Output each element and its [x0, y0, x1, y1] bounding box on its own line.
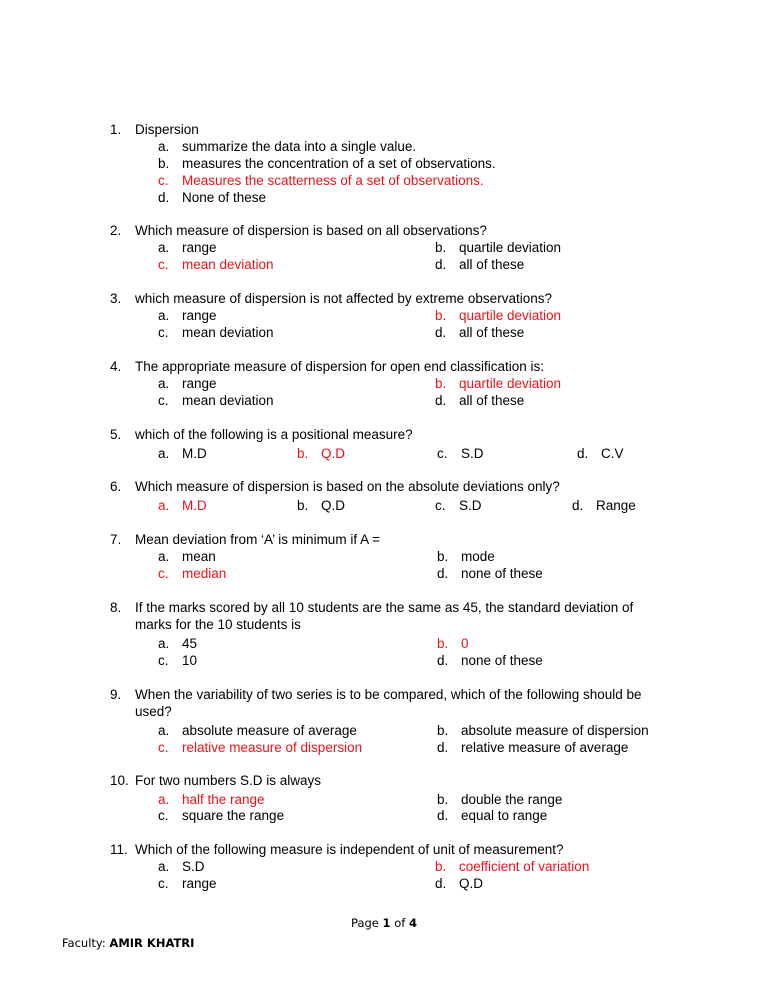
option-6c: c. S.D	[435, 498, 482, 513]
option-6b: b. Q.D	[297, 498, 346, 513]
option-7a: a. mean	[158, 549, 216, 564]
option-10d: d. equal to range	[437, 808, 548, 823]
option-7d: d. none of these	[437, 566, 543, 581]
question-number: 9.	[110, 687, 122, 702]
question-text: If the marks scored by all 10 students are the same as 45, the standard deviation of marks for the 10 students is	[135, 600, 634, 632]
question-text: Mean deviation from ‘A’ is minimum if A =	[135, 532, 380, 547]
question-number: 7.	[110, 532, 122, 547]
question-text: Which of the following measure is independent of unit of measurement?	[135, 842, 564, 857]
option-7c-answer: c. median	[158, 566, 227, 581]
option-2a: a. range	[158, 240, 217, 255]
question-number: 2.	[110, 223, 122, 238]
option-3b-answer: b. quartile deviation	[435, 308, 562, 323]
option-1a: a. summarize the data into a single value.	[158, 139, 417, 154]
option-7b: b. mode	[437, 549, 495, 564]
option-3a: a. range	[158, 308, 217, 323]
question-number: 6.	[110, 479, 122, 494]
option-11b-answer: b. coefficient of variation	[435, 859, 590, 874]
option-5c: c. S.D	[437, 446, 484, 461]
option-8a: a. 45	[158, 636, 198, 651]
option-11a: a. S.D	[158, 859, 205, 874]
option-1b: b. measures the concentration of a set of observations.	[158, 156, 496, 171]
option-5d: d. C.V	[577, 446, 624, 461]
option-6a-answer: a. M.D	[158, 498, 207, 513]
option-8b-answer: b. 0	[437, 636, 469, 651]
question-text: Dispersion	[135, 122, 199, 137]
question-number: 3.	[110, 291, 122, 306]
question-number: 8.	[110, 600, 122, 615]
option-2c-answer: c. mean deviation	[158, 257, 274, 272]
option-6d: d. Range	[572, 498, 636, 513]
question-text: For two numbers S.D is always	[135, 773, 322, 788]
option-8d: d. none of these	[437, 653, 543, 668]
option-2b: b. quartile deviation	[435, 240, 562, 255]
option-9c-answer: c. relative measure of dispersion	[158, 740, 363, 755]
option-11c: c. range	[158, 876, 217, 891]
question-number: 5.	[110, 427, 122, 442]
option-1d: d. None of these	[158, 190, 267, 205]
option-2d: d. all of these	[435, 257, 525, 272]
option-4a: a. range	[158, 376, 217, 391]
option-4d: d. all of these	[435, 393, 525, 408]
option-9a: a. absolute measure of average	[158, 723, 357, 738]
question-number: 11.	[110, 842, 128, 857]
option-9d: d. relative measure of average	[437, 740, 629, 755]
question-text: Which measure of dispersion is based on the absolute deviations only?	[135, 479, 560, 494]
question-number: 1.	[110, 122, 122, 137]
option-4b-answer: b. quartile deviation	[435, 376, 562, 391]
faculty-footer: Faculty: AMIR KHATRI	[62, 936, 195, 950]
option-3c: c. mean deviation	[158, 325, 274, 340]
question-text: Which measure of dispersion is based on all observations?	[135, 223, 487, 238]
option-3d: d. all of these	[435, 325, 525, 340]
option-8c: c. 10	[158, 653, 198, 668]
option-1c-answer: c. Measures the scatterness of a set of observations.	[158, 173, 484, 188]
option-9b: b. absolute measure of dispersion	[437, 723, 649, 738]
option-4c: c. mean deviation	[158, 393, 274, 408]
question-text: which measure of dispersion is not affected by extreme observations?	[135, 291, 552, 306]
option-5b-answer: b. Q.D	[297, 446, 346, 461]
question-text: which of the following is a positional measure?	[135, 427, 413, 442]
option-10b: b. double the range	[437, 792, 563, 807]
page-number: Page 1 of 4	[351, 916, 417, 930]
question-number: 4.	[110, 359, 122, 374]
option-5a: a. M.D	[158, 446, 207, 461]
question-text: The appropriate measure of dispersion for open end classification is:	[135, 359, 544, 374]
option-11d: d. Q.D	[435, 876, 484, 891]
question-text: When the variability of two series is to be compared, which of the following should be used?	[135, 687, 642, 719]
option-10a-answer: a. half the range	[158, 792, 265, 807]
option-10c: c. square the range	[158, 808, 285, 823]
question-number: 10.	[110, 773, 129, 788]
